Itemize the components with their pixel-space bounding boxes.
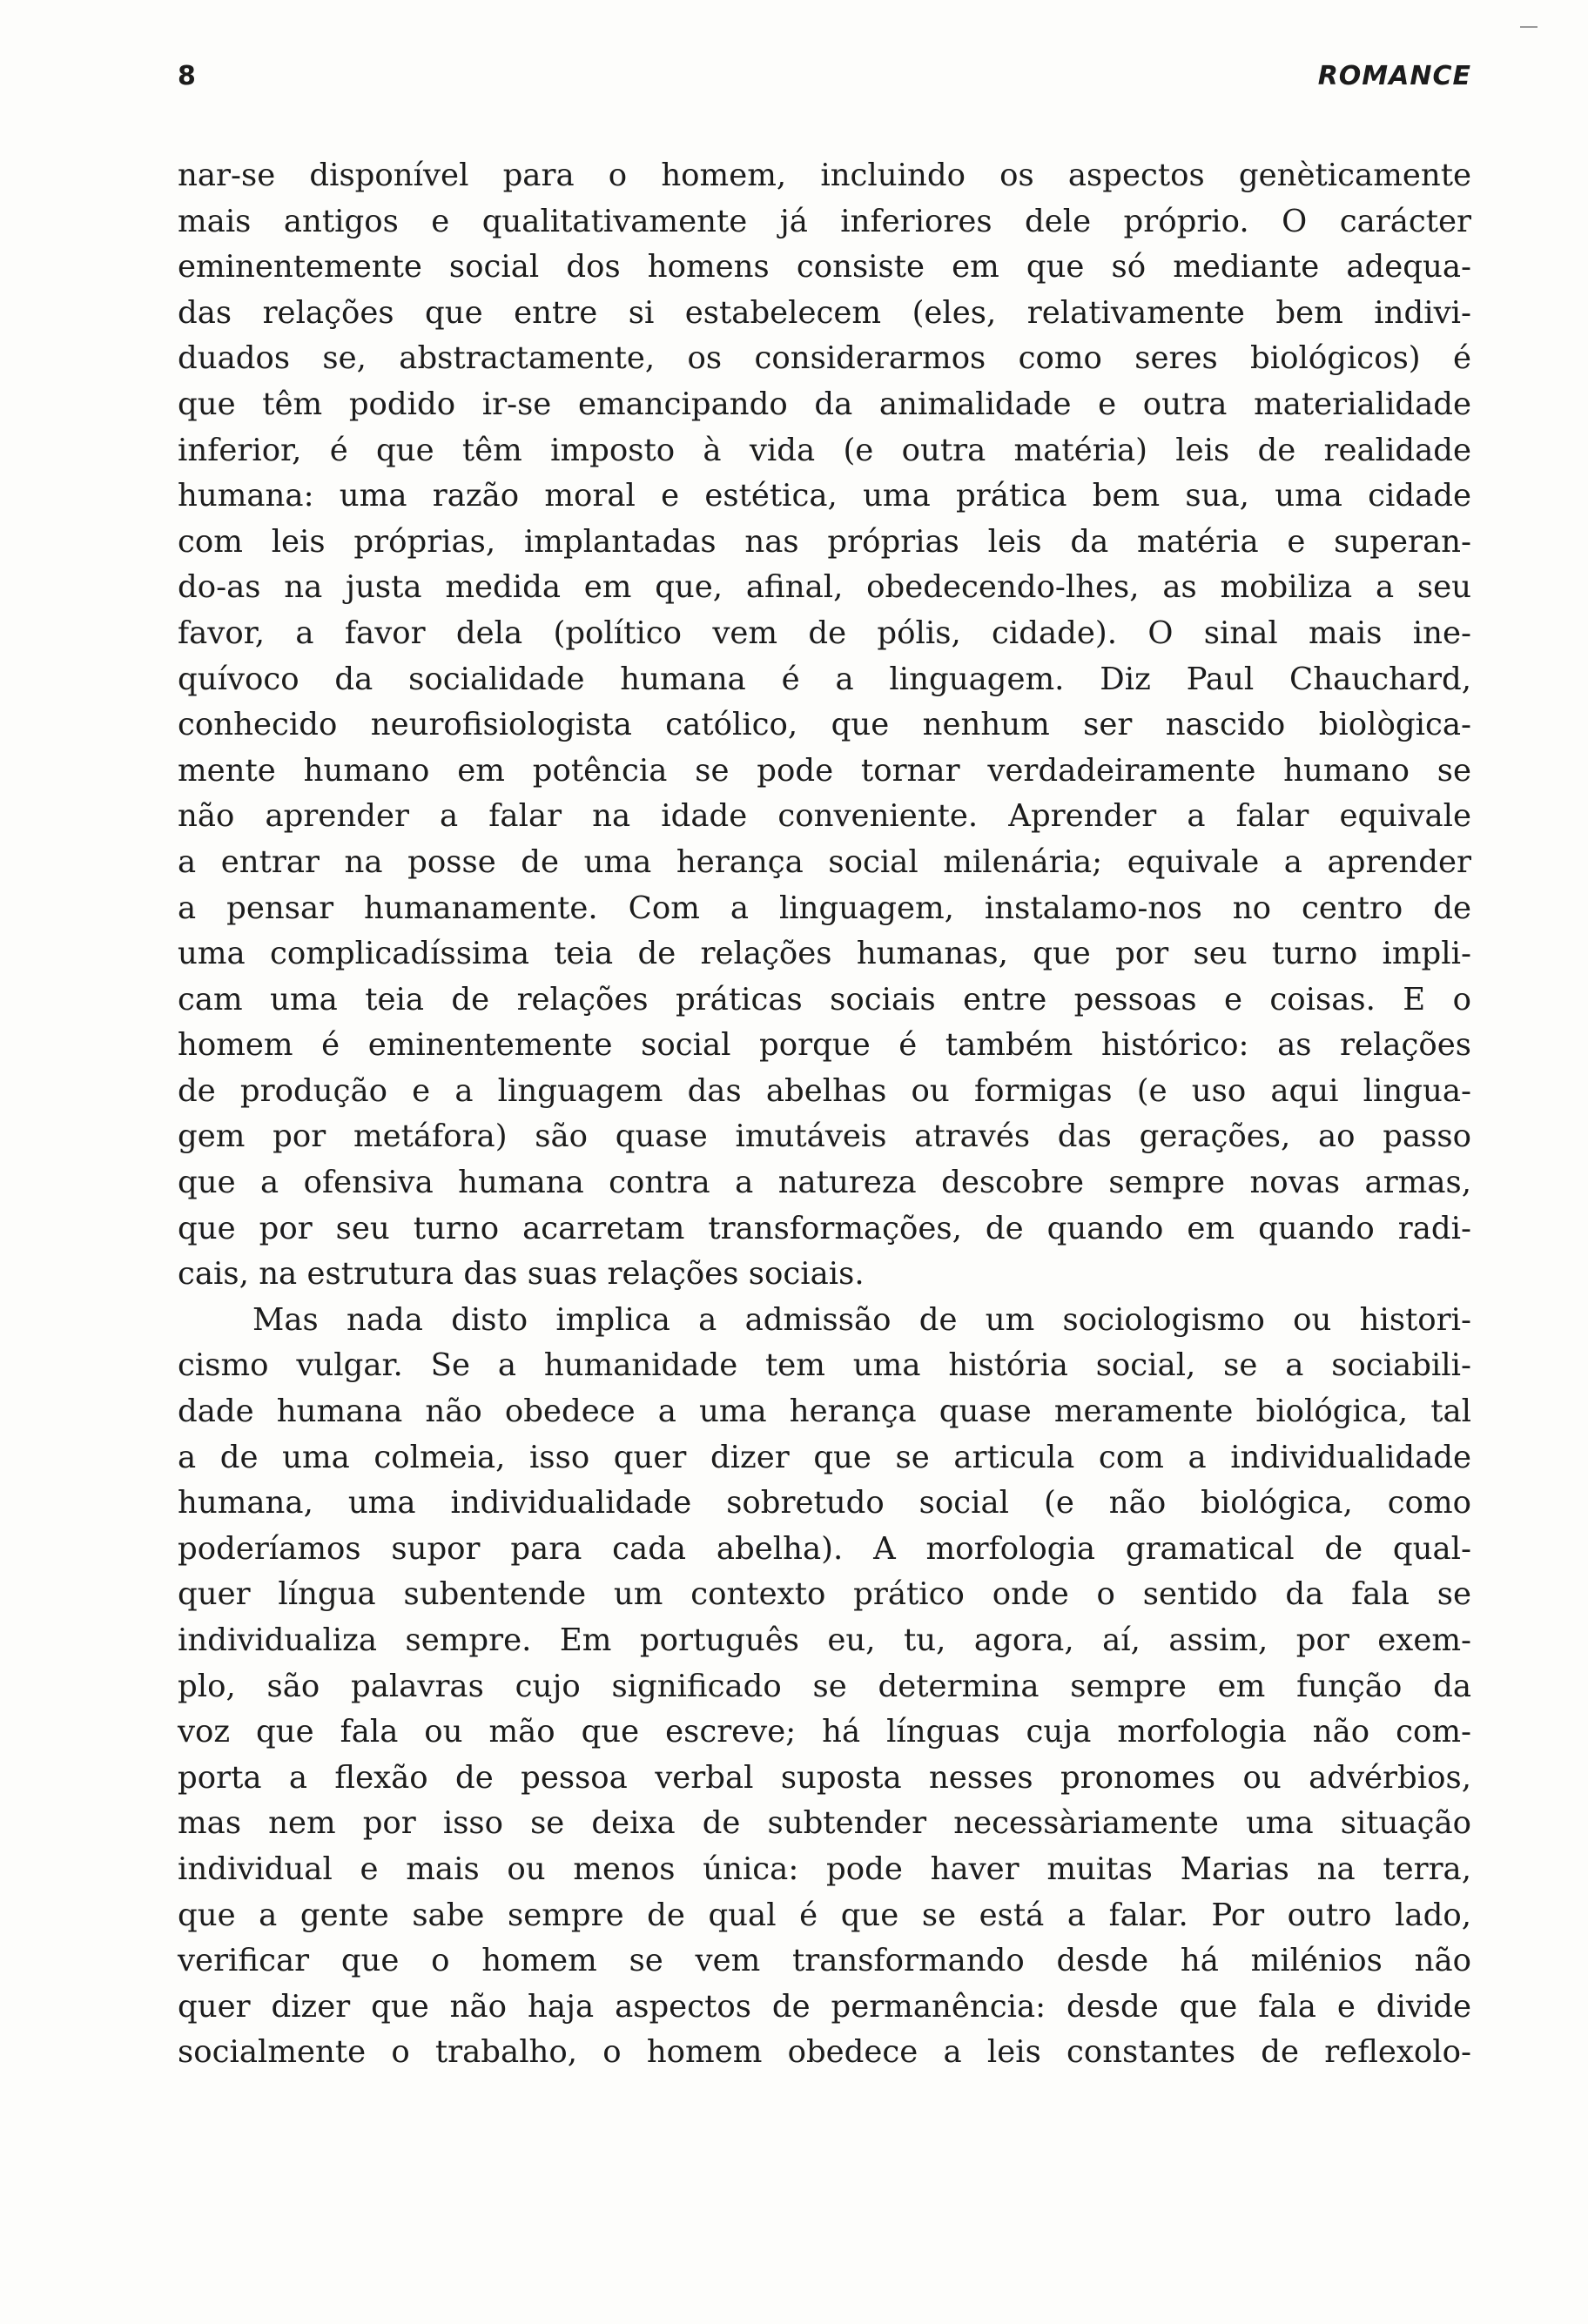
text-line: Mas nada disto implica a admissão de um sociologismo ou histori- [252,1301,1471,1338]
text-line: mas nem por isso se deixa de subtender necessàriamente uma situação [178,1805,1471,1842]
text-line: dade humana não obedece a uma herança quase meramente biológica, tal [178,1394,1471,1430]
text-line: individual e mais ou menos única: pode haver muitas Marias na terra, [178,1850,1471,1887]
text-line: socialmente o trabalho, o homem obedece a leis constantes de reflexolo- [178,2034,1471,2071]
text-line: eminentemente social dos homens consiste em que só mediante adequa- [178,249,1471,285]
text-line: quer língua subentende um contexto prático onde o sentido da fala se [178,1576,1471,1613]
text-line: a pensar humanamente. Com a linguagem, instalamo-nos no centro de [178,890,1471,926]
text-line: nar-se disponível para o homem, incluindo os aspectos genèticamente [178,158,1471,193]
text-line: de produção e a linguagem das abelhas ou formigas (e uso aqui lingua- [178,1072,1471,1109]
text-line: com leis próprias, implantadas nas próprias leis da matéria e superan- [178,523,1471,560]
text-line: do-as na justa medida em que, afinal, obedecendo-lhes, as mobiliza a seu [178,569,1471,606]
text-line: gem por metáfora) são quase imutáveis através das gerações, ao passo [178,1118,1471,1155]
running-title: ROMANCE [1317,61,1471,91]
text-line: a de uma colmeia, isso quer dizer que se articula com a individualidade [178,1439,1471,1475]
text-line: porta a flexão de pessoa verbal suposta nesses pronomes ou advérbios, [178,1759,1471,1796]
body-text [178,153,1471,2076]
text-line: quívoco da socialidade humana é a linguagem. Diz Paul Chauchard, [178,661,1471,697]
text-line: não aprender a falar na idade conveniente. Aprender a falar equivale [178,798,1471,835]
text-line: poderíamos supor para cada abelha). A morfologia gramatical de qual- [178,1530,1471,1567]
text-line: a entrar na posse de uma herança social milenária; equivale a aprender [178,843,1471,880]
paragraph-2 [178,1298,1471,2076]
text-line: verificar que o homem se vem transformando desde há milénios não [178,1943,1471,1979]
paragraph-1 [178,153,1471,1298]
page-number: 8 [178,61,196,91]
text-line: duados se, abstractamente, os considerarmos como seres biológicos) é [178,340,1471,377]
text-line: homem é eminentemente social porque é também histórico: as relações [178,1027,1471,1064]
text-line: mais antigos e qualitativamente já inferiores dele próprio. O carácter [178,203,1471,239]
text-line: uma complicadíssima teia de relações humanas, que por seu turno impli- [178,936,1471,972]
text-line: conhecido neurofisiologista católico, que nenhum ser nascido biològica- [178,707,1471,743]
text-line: cam uma teia de relações práticas sociais entre pessoas e coisas. E o [178,981,1471,1018]
text-line: individualiza sempre. Em português eu, tu, agora, aí, assim, por exem- [178,1622,1471,1658]
text-line: favor, a favor dela (político vem de pólis, cidade). O sinal mais ine- [178,615,1471,651]
text-line: plo, são palavras cujo significado se determina sempre em função da [178,1668,1471,1704]
text-line: humana, uma individualidade sobretudo social (e não biológica, como [178,1485,1471,1521]
text-line: que por seu turno acarretam transformações, de quando em quando radi- [178,1210,1471,1246]
text-line: que a ofensiva humana contra a natureza descobre sempre novas armas, [178,1165,1471,1201]
page-header [178,61,1471,113]
text-line: inferior, é que têm imposto à vida (e outra matéria) leis de realidade [178,432,1471,468]
scan-speck [1520,26,1538,28]
text-line: cais, na estrutura das suas relações sociais. [178,1256,865,1293]
text-line: voz que fala ou mão que escreve; há línguas cuja morfologia não com- [178,1714,1471,1750]
text-line: que a gente sabe sempre de qual é que se está a falar. Por outro lado, [178,1897,1471,1933]
text-line: cismo vulgar. Se a humanidade tem uma história social, se a sociabili- [178,1347,1471,1384]
text-line: que têm podido ir-se emancipando da animalidade e outra materialidade [178,386,1471,422]
text-line: das relações que entre si estabelecem (eles, relativamente bem indivi- [178,294,1471,331]
text-line: mente humano em potência se pode tornar verdadeiramente humano se [178,752,1471,789]
text-line: quer dizer que não haja aspectos de permanência: desde que fala e divide [178,1988,1471,2025]
text-line: humana: uma razão moral e estética, uma prática bem sua, uma cidade [178,478,1471,514]
